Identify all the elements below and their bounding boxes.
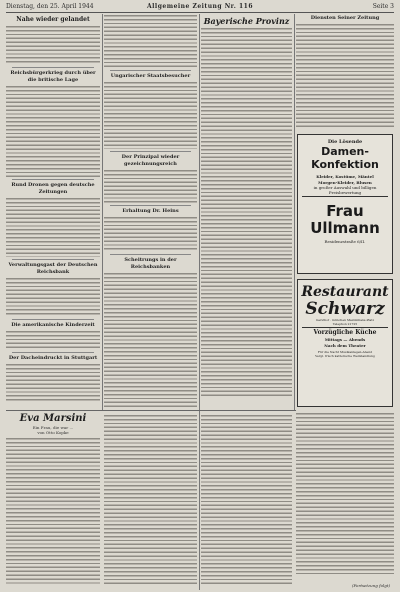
ad-line: Die Lösende	[327, 139, 363, 145]
ad-line: Vorzügliche Küche	[313, 329, 377, 336]
ad-heading: Konfektion	[311, 158, 379, 171]
divider	[12, 179, 94, 180]
headline: Rund Dronen gegen deutsche Zeitungen	[11, 182, 95, 195]
headline: Bayerische Provinz	[203, 16, 290, 26]
article-body	[6, 277, 100, 317]
article-body	[104, 169, 197, 203]
divider	[12, 319, 94, 320]
headline: Ungarischer Staatsbesucher	[110, 73, 191, 79]
headline: Reichsbürgerkrieg durch über die britische Lage	[10, 70, 96, 83]
ad-line: Gersthof · münchen Maximilians-Platz	[315, 318, 375, 322]
column-2	[104, 14, 197, 408]
headline: Diensten Seiner Zeitung	[310, 15, 380, 21]
headline: Der Dacheindruckt in Stuttgart	[8, 355, 98, 361]
column-rule	[102, 14, 103, 410]
column-rule	[294, 14, 295, 410]
header-page-number: Seite 3	[372, 3, 394, 10]
continued-note: (Fortsetzung folgt)	[351, 583, 390, 588]
article-body	[296, 23, 394, 127]
ad-line: Telephon 21725	[332, 322, 358, 326]
article-body	[104, 216, 197, 252]
ad-line: Vergl. frisch katholische Weinhandlung	[315, 354, 375, 358]
headline: Der Prinzipal wieder gezeichnungsreich	[121, 154, 180, 167]
divider	[12, 67, 94, 68]
divider	[12, 259, 94, 260]
ad-line: Kleider, Kostüme, Mäntel	[316, 174, 374, 179]
serial-story-continued	[296, 412, 394, 578]
article-body	[6, 25, 100, 65]
divider	[12, 352, 94, 353]
ad-heading: Restaurant	[301, 284, 389, 300]
article-body	[104, 414, 197, 586]
headline: Erhaltung Dr. Heins	[122, 208, 179, 214]
serial-subtitle: Ein Frau, die war ...	[32, 425, 74, 430]
article-body	[201, 27, 292, 397]
serial-author: von Otto Kopke	[37, 430, 69, 435]
article-body	[104, 272, 197, 408]
page-header	[6, 2, 394, 13]
divider	[110, 205, 191, 206]
ad-line: Nach dem Theater	[324, 342, 366, 348]
article-body	[6, 437, 100, 585]
column-4	[296, 14, 394, 132]
column-rule	[199, 14, 200, 590]
article-body	[6, 330, 100, 350]
ad-shop-name: Frau Ullmann	[310, 202, 380, 237]
ad-line: Morgen-Kleider, Blusen	[318, 179, 372, 185]
article-body	[6, 363, 100, 403]
article-body	[104, 81, 197, 149]
divider	[110, 70, 191, 71]
headline: Scheitrungs in der Reichsbanken	[124, 257, 177, 270]
ad-heading: Schwarz	[305, 299, 385, 319]
ad-line: Für die Nacht Musikanlagen-Abend	[317, 350, 373, 354]
article-body	[6, 85, 100, 177]
headline: Verwaltungsgast der Deutschen Reichsbank	[8, 262, 98, 275]
serial-divider	[6, 410, 296, 411]
serial-title: Eva Marsini	[19, 413, 87, 424]
serial-story	[6, 412, 100, 590]
advertisement-dress-shop	[297, 134, 393, 274]
headline: Nahe wieder gelandet	[16, 16, 90, 23]
ad-line: Mittags — Abends	[324, 337, 366, 342]
header-date: Dienstag, den 25. April 1944	[6, 3, 94, 10]
headline: Die amerikanische Kinderzeit	[11, 322, 95, 328]
serial-story-continued	[201, 414, 292, 590]
article-body	[6, 197, 100, 257]
ad-line: Preisbewertung	[328, 190, 362, 195]
article-body	[296, 412, 394, 574]
advertisement-restaurant	[297, 279, 393, 407]
ad-heading: Damen-	[321, 145, 369, 158]
ad-address: Residenzstraße 6/II.	[324, 239, 366, 244]
column-1	[6, 14, 100, 408]
divider	[110, 254, 191, 255]
ad-divider	[302, 327, 388, 328]
divider	[110, 151, 191, 152]
header-title: Allgemeine Zeitung Nr. 116	[147, 3, 253, 10]
article-body	[104, 14, 197, 68]
ad-divider	[302, 196, 388, 197]
article-body	[201, 414, 292, 586]
serial-story-continued	[104, 414, 197, 590]
ad-line: in großer Auswahl und billigen	[313, 185, 377, 190]
column-3	[201, 14, 292, 408]
